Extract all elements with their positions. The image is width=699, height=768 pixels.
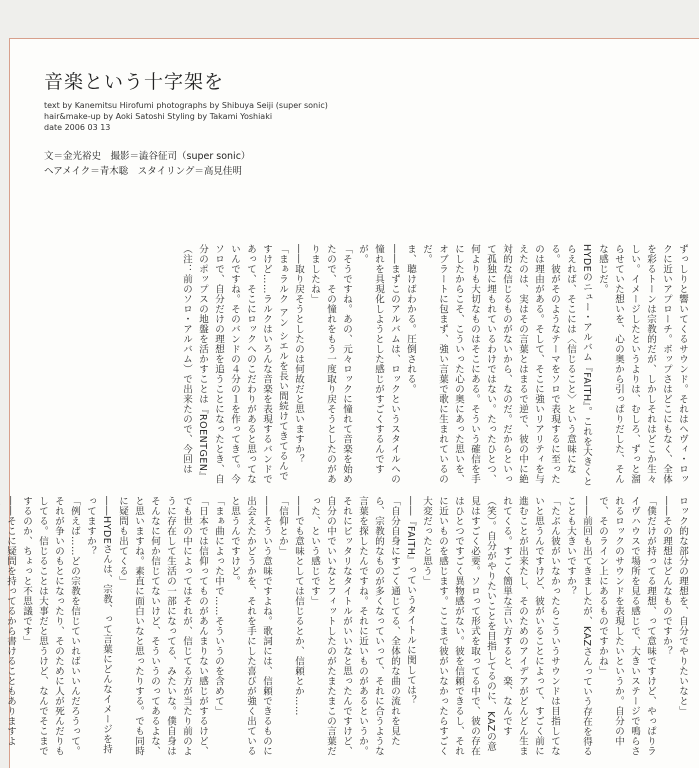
jp-credit-hair-styling: ヘアメイク＝青木聡 スタイリング＝高見佳明 bbox=[44, 166, 242, 177]
credit-line-hair-styling: hair&make-up by Aoki Satoshi Styling by Takami Yoshiaki bbox=[44, 112, 273, 121]
paragraph: 「まぁラルク アン シエルを長い間続けてきてるんですけど……ラルクはいろんな音楽を表現するバンドであって、そこにロックへのこだわりがあると思ってないんですね。そのバンドの４分の１を作ってきて。今ソロで、自分だけの理想を追うことになったとき、自分のポップスの地盤を活かすことは『ROENTGEN』（注：前のソロ・アルバム）で出来たので、今回は bbox=[181, 244, 288, 484]
tier-upper-column bbox=[50, 244, 690, 489]
paragraph: ――前回も出てきましたが、KAZさんっていう存在を得ることも大きいですか？ bbox=[565, 496, 592, 757]
text-tier-lower bbox=[5, 496, 690, 759]
paragraph: 「たぶん彼がいなかったらこういうサウンドは目指してないと思うんですけど、彼がいることによって、すごく前に進むことが出来たし、そのためのアイデアがどんどん生まれてくる。すごく簡単な言い方すると、楽、なんです（笑）。自分がやりたいことを目指してるのに、KAZの意見はすごく必要。ソロって形式を取ってる中で、彼の存在はひとつですごく異物感がない。彼を信頼できるし、それに近いものを感じます。ここまで彼がいなかったらすごく大変だったと思う」 bbox=[421, 496, 560, 756]
paragraph: 「自分自身にすごく通じてる、全体的な曲の流れを見たら、宗教的なものが多くなっていって、それに合うような言葉を探したんですね。それに近いものがあるというか。それにピッタリなタイトルがいいなと思ったんですけど、自分の中でいいなとフィットしたのがたまたまこの言葉だった、という感じです」 bbox=[309, 496, 400, 756]
magazine-page bbox=[5, 38, 699, 768]
paragraph: 「信仰とか」 bbox=[277, 496, 288, 556]
paragraph: 「例えば……どの宗教を信じていればいいんだろうって。それが争いのもとになったり、そのために人が死んだりもしてる。信じることは大事だと思うけど、なんでそこまでするのか、ちょっと不思議です」 bbox=[21, 496, 80, 756]
paragraph: ――でも意味としては信じるとか、信頼とか…… bbox=[293, 496, 304, 716]
credit-line-text-photo: text by Kanemitsu Hirofumi photographs by Shibuya Seiji (super sonic) bbox=[44, 101, 328, 110]
paragraph: ロック的な部分の理想を、自分でやりたいなと」 bbox=[677, 496, 688, 716]
text-tier-upper bbox=[50, 244, 690, 489]
article-title: 音楽という十字架を bbox=[44, 71, 225, 93]
paragraph: ずっしりと響いてくるサウンド。それはヘヴィ・ロックに近いアプローチ。ボップさはどこにもなく、全体を彩るトーンは宗教的だが、しかしそれはどこか生々しい。イメージしたというよりは、むしろ、ずっと溜らせていた想いを、心の奥から引っぱりだした、そんな感じだ。 bbox=[597, 244, 688, 484]
vertical-body-text bbox=[5, 244, 690, 764]
paragraph: ――『FAITH』っていうタイトルに関しては？ bbox=[405, 496, 416, 706]
japanese-credits bbox=[44, 149, 250, 179]
date-line: date 2006 03 13 bbox=[44, 123, 111, 132]
english-credits bbox=[44, 100, 328, 133]
paragraph: 「そうですね。あの、元々ロックに憧れて音楽を始めたので、その憧れをもう一度取り戻そうとしたのがありましたね」 bbox=[309, 244, 352, 484]
paragraph: ――そういう意味ですよね。歌詞には、信頼できるものに出会えたかどうかを、それを手にした喜びが強く出ていると思うんですけど。 bbox=[229, 496, 272, 756]
paragraph: 「僕だけが持ってる理想、って意味ですけど、やっぱりライヴハウスで場所を見る感じで、大きいステージで鳴らされるロックのサウンドを表現したいというか。自分の中で、そのライン上にあるものですかね」 bbox=[597, 496, 656, 756]
paragraph: 「まぁ曲によった中で……そういうのを含めて」 bbox=[213, 496, 224, 716]
paragraph: HYDEのニュー・アルバム『FAITH』。これを大きくとらえれば、そこには〈信じること〉という意味になる。彼がそのようなテーマをソロで表現するに至ったのは理由がある。そして、そこに強いリアリティを与えたのは、実はその言葉とはまるで逆で、彼の中に絶対的な信じるものがないから、なのだ。だからといって孤独に埋もれているわけではない。たったひとつ、何よりも大切なものはそこにある。そういう確信を手にしたからこそ、こういった心の奥にあった思いを、オブラートに包まず、強い言葉で歌に生まれているのだ。 bbox=[421, 244, 592, 487]
paragraph: ――その理想はどんなものですか？ bbox=[661, 496, 672, 656]
paragraph: 「日本では信仰ってものがあんまりない感じがするけど、でも世の中によってはそれが、信じてる方が当たり前のように存在して生活の一部になってる、みたいな。僕自身はそんなに何か信じてないけど、そういうのってあるよな、と思いますね。素直に面白いなと思ったりする。でも同時に疑問も出てくる」 bbox=[117, 496, 208, 756]
paragraph: ――HYDEさんは、宗教、って言葉にどんなイメージを持ってますか？ bbox=[85, 496, 112, 755]
paragraph: ――そこに疑問を持ってるから書けることもありますよ bbox=[5, 496, 16, 746]
jp-credit-text-photo: 文＝金光裕史 撮影＝澁谷征司（super sonic） bbox=[44, 151, 251, 162]
paragraph: ――まずこのアルバムは、ロックというスタイルへの憧れを具現化しようとした感じがすごくするんですが。 bbox=[357, 244, 400, 484]
paragraph: ――取り戻そうとしたのは何故だと思いますか？ bbox=[293, 244, 304, 464]
paragraph: ま、聴けばわかる。圧倒される。 bbox=[405, 244, 416, 394]
tier-lower-column bbox=[5, 496, 690, 759]
